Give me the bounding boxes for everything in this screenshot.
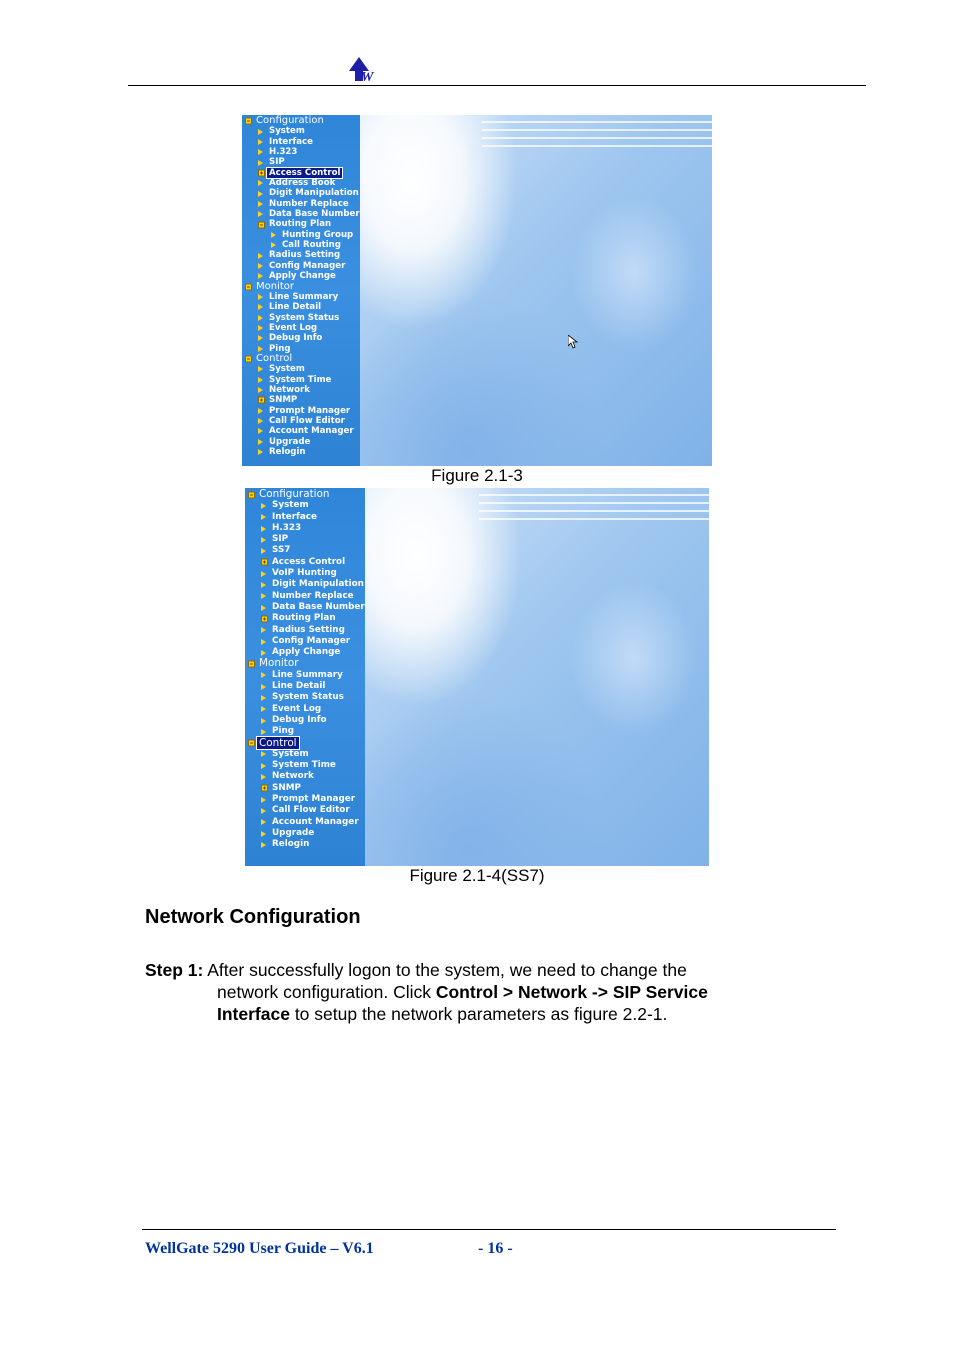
menu-item-label: Number Replace — [272, 590, 354, 601]
arrow-right-icon — [261, 763, 266, 769]
header-rule — [128, 85, 866, 86]
menu-item-label: Prompt Manager — [269, 405, 351, 416]
menu-item-label: System — [269, 126, 305, 137]
menu-item-label: Apply Change — [269, 271, 336, 282]
menu-item-label: Monitor — [256, 280, 295, 292]
menu-item-label: Debug Info — [269, 333, 323, 344]
arrow-right-icon — [261, 751, 266, 757]
expand-icon — [261, 785, 268, 792]
arrow-right-icon — [258, 366, 263, 372]
menu-item-event-log[interactable] — [242, 323, 360, 333]
menu-item-label: Call Flow Editor — [272, 805, 350, 816]
arrow-right-icon — [258, 418, 263, 424]
arrow-right-icon — [258, 253, 263, 259]
menu-item-config-manager[interactable] — [245, 636, 365, 647]
menu-item-system[interactable] — [242, 364, 360, 374]
menu-item-label: Control — [259, 736, 297, 749]
content-background — [360, 115, 712, 466]
menu-item-label: System — [269, 364, 305, 375]
arrow-right-icon — [258, 201, 263, 207]
arrow-right-icon — [258, 211, 263, 217]
menu-item-label: SIP — [269, 157, 285, 168]
menu-item-data-base-number[interactable] — [245, 602, 365, 613]
menu-item-label: Routing Plan — [272, 613, 336, 624]
mouse-cursor-icon — [568, 335, 578, 349]
arrow-right-icon — [258, 346, 263, 352]
menu-item-label: Number Replace — [269, 198, 349, 209]
arrow-right-icon — [261, 593, 266, 599]
figure-caption: Figure 2.1-4(SS7) — [409, 866, 545, 885]
arrow-right-icon — [261, 831, 266, 837]
arrow-right-icon — [258, 315, 263, 321]
arrow-right-icon — [261, 537, 266, 543]
menu-item-label: SS7 — [272, 545, 291, 556]
menu-item-label: Relogin — [269, 447, 306, 457]
arrow-right-icon — [261, 808, 266, 814]
menu-item-network[interactable] — [242, 385, 360, 395]
menu-item-label: Ping — [269, 343, 291, 354]
menu-item-line-summary[interactable] — [245, 670, 365, 681]
menu-item-number-replace[interactable] — [242, 199, 360, 209]
arrow-right-icon — [261, 672, 266, 678]
step-bold-path: Control > Network -> SIP Service — [435, 982, 708, 1002]
menu-item-label: Monitor — [259, 657, 299, 670]
menu-item-label: Config Manager — [272, 635, 351, 646]
step-text: to setup the network parameters as figure 2.2-1. — [289, 1004, 668, 1024]
arrow-right-icon — [261, 514, 266, 520]
menu-item-label: Interface — [269, 136, 313, 147]
footer-title: WellGate 5290 User Guide – V6.1 — [145, 1240, 374, 1257]
step-bold-path: Interface — [217, 1004, 290, 1024]
menu-item-prompt-manager[interactable] — [245, 794, 365, 805]
menu-item-control[interactable] — [242, 354, 360, 364]
menu-item-label: Data Base Number — [272, 601, 365, 612]
step-text: network configuration. Click — [217, 982, 436, 1002]
step-text: After successfully logon to the system, we need to change the — [203, 960, 687, 980]
arrow-right-icon — [261, 571, 266, 577]
menu-item-label: Line Detail — [269, 302, 322, 313]
arrow-right-icon — [261, 526, 266, 532]
menu-item-line-summary[interactable] — [242, 292, 360, 302]
arrow-right-icon — [258, 449, 263, 455]
menu-item-line-detail[interactable] — [245, 681, 365, 692]
figure-2-1-3-screenshot — [242, 115, 712, 466]
arrow-right-icon — [258, 387, 263, 393]
menu-item-call-routing[interactable] — [242, 240, 360, 250]
arrow-right-icon — [261, 706, 266, 712]
menu-item-hunting-group[interactable] — [242, 230, 360, 240]
menu-item-h-323[interactable] — [242, 147, 360, 157]
arrow-right-icon — [261, 627, 266, 633]
arrow-right-icon — [261, 548, 266, 554]
menu-item-label: Ping — [272, 726, 295, 737]
background-stripes — [479, 494, 709, 524]
arrow-right-icon — [261, 695, 266, 701]
menu-item-label: SNMP — [272, 782, 301, 793]
collapse-icon — [245, 356, 252, 363]
menu-item-label: Config Manager — [269, 260, 346, 271]
menu-item-relogin[interactable] — [245, 839, 365, 850]
menu-item-label: System Status — [269, 312, 340, 323]
menu-item-number-replace[interactable] — [245, 591, 365, 602]
menu-item-line-detail[interactable] — [242, 302, 360, 312]
arrow-right-icon — [261, 842, 266, 848]
expand-icon — [258, 397, 265, 404]
arrow-right-icon — [258, 191, 263, 197]
menu-item-data-base-number[interactable] — [242, 209, 360, 219]
menu-item-h-323[interactable] — [245, 523, 365, 534]
svg-text:W: W — [361, 70, 374, 83]
menu-item-sip[interactable] — [245, 534, 365, 545]
menu-item-label: Network — [269, 384, 310, 395]
menu-item-label: Event Log — [272, 703, 322, 714]
nav-menu — [245, 488, 365, 866]
menu-item-label: Debug Info — [272, 714, 327, 725]
expand-icon — [258, 169, 265, 176]
arrow-right-icon — [261, 729, 266, 735]
menu-item-label: VoIP Hunting — [272, 568, 337, 579]
menu-item-label: Account Manager — [269, 426, 354, 437]
arrow-right-icon — [258, 139, 263, 145]
arrow-right-icon — [258, 377, 263, 383]
menu-item-debug-info[interactable] — [245, 715, 365, 726]
menu-item-label: H.323 — [269, 147, 298, 158]
menu-item-system-time[interactable] — [242, 375, 360, 385]
background-stripes — [482, 121, 712, 151]
page-number: - 16 - — [478, 1240, 513, 1257]
menu-item-label: Routing Plan — [269, 219, 332, 230]
menu-item-label: Relogin — [272, 839, 310, 850]
collapse-icon — [258, 221, 265, 228]
menu-item-system[interactable] — [242, 126, 360, 136]
menu-item-label: Call Routing — [282, 240, 341, 251]
arrow-right-icon — [258, 273, 263, 279]
menu-item-monitor[interactable] — [242, 282, 360, 292]
arrow-right-icon — [261, 684, 266, 690]
expand-icon — [261, 559, 268, 566]
arrow-right-icon — [258, 129, 263, 135]
menu-item-label: SIP — [272, 534, 289, 545]
menu-item-label: Radius Setting — [272, 624, 345, 635]
menu-item-sip[interactable] — [242, 157, 360, 167]
menu-item-label: Line Summary — [269, 291, 339, 302]
menu-item-ping[interactable] — [245, 726, 365, 737]
arrow-right-icon — [258, 263, 263, 269]
menu-item-interface[interactable] — [242, 137, 360, 147]
menu-item-label: Digit Manipulation — [269, 188, 359, 199]
expand-icon — [261, 615, 268, 622]
arrow-right-icon — [258, 160, 263, 166]
menu-item-label: Address Book — [269, 178, 336, 189]
menu-item-account-manager[interactable] — [245, 817, 365, 828]
menu-item-label: Radius Setting — [269, 250, 341, 261]
arrow-right-icon — [258, 439, 263, 445]
arrow-right-icon — [258, 408, 263, 414]
arrow-right-icon — [271, 242, 276, 248]
menu-item-radius-setting[interactable] — [242, 250, 360, 260]
menu-item-label: Digit Manipulation — [272, 579, 364, 590]
menu-item-snmp[interactable] — [242, 395, 360, 405]
menu-item-system[interactable] — [245, 749, 365, 760]
step-paragraph — [145, 959, 785, 1025]
arrow-right-icon — [271, 232, 276, 238]
menu-item-voip-hunting[interactable] — [245, 568, 365, 579]
menu-item-label: Interface — [272, 511, 317, 522]
menu-item-upgrade[interactable] — [242, 437, 360, 447]
menu-item-label: System — [272, 748, 309, 759]
menu-item-interface[interactable] — [245, 512, 365, 523]
step-label: Step 1: — [145, 960, 204, 980]
company-arrow-logo-icon — [347, 55, 381, 83]
menu-item-monitor[interactable] — [245, 658, 365, 669]
menu-item-system[interactable] — [245, 500, 365, 511]
menu-item-label: SNMP — [269, 395, 298, 406]
arrow-right-icon — [258, 149, 263, 155]
arrow-right-icon — [261, 605, 266, 611]
arrow-right-icon — [261, 819, 266, 825]
menu-item-radius-setting[interactable] — [245, 625, 365, 636]
arrow-right-icon — [261, 774, 266, 780]
menu-item-system-status[interactable] — [245, 692, 365, 703]
menu-item-routing-plan[interactable] — [245, 613, 365, 624]
arrow-right-icon — [258, 335, 263, 341]
arrow-right-icon — [261, 582, 266, 588]
menu-item-prompt-manager[interactable] — [242, 406, 360, 416]
arrow-right-icon — [261, 650, 266, 656]
menu-item-label: Configuration — [256, 115, 324, 126]
menu-item-digit-manipulation[interactable] — [242, 188, 360, 198]
arrow-right-icon — [261, 503, 266, 509]
collapse-icon — [248, 491, 255, 498]
footer-rule — [142, 1229, 836, 1230]
menu-item-label: Access Control — [272, 556, 346, 567]
menu-item-label: Line Summary — [272, 669, 343, 680]
arrow-right-icon — [258, 180, 263, 186]
nav-menu — [242, 115, 360, 466]
menu-item-account-manager[interactable] — [242, 426, 360, 436]
menu-item-system-status[interactable] — [242, 313, 360, 323]
menu-item-control[interactable] — [245, 738, 365, 749]
menu-item-label: Account Manager — [272, 816, 359, 827]
menu-item-system-time[interactable] — [245, 760, 365, 771]
arrow-right-icon — [261, 639, 266, 645]
figure-caption: Figure 2.1-3 — [431, 466, 523, 485]
menu-item-label: Event Log — [269, 322, 318, 333]
menu-item-label: Hunting Group — [282, 229, 354, 240]
menu-item-configuration[interactable] — [242, 116, 360, 126]
menu-item-label: System — [272, 500, 309, 511]
menu-item-digit-manipulation[interactable] — [245, 579, 365, 590]
menu-item-label: Control — [256, 352, 293, 364]
menu-item-ss7[interactable] — [245, 545, 365, 556]
menu-item-label: Apply Change — [272, 647, 341, 658]
menu-item-debug-info[interactable] — [242, 333, 360, 343]
section-title: Network Configuration — [145, 906, 361, 928]
menu-item-upgrade[interactable] — [245, 828, 365, 839]
menu-item-label: Network — [272, 771, 314, 782]
menu-item-label: H.323 — [272, 522, 302, 533]
collapse-icon — [248, 661, 255, 668]
menu-item-access-control[interactable] — [245, 557, 365, 568]
menu-item-call-flow-editor[interactable] — [242, 416, 360, 426]
menu-item-label: Line Detail — [272, 681, 326, 692]
menu-item-label: Data Base Number — [269, 209, 360, 220]
arrow-right-icon — [261, 797, 266, 803]
arrow-right-icon — [258, 325, 263, 331]
menu-item-address-book[interactable] — [242, 178, 360, 188]
menu-item-configuration[interactable] — [245, 489, 365, 500]
arrow-right-icon — [258, 294, 263, 300]
menu-item-label: Call Flow Editor — [269, 415, 345, 426]
collapse-icon — [245, 283, 252, 290]
menu-item-call-flow-editor[interactable] — [245, 805, 365, 816]
menu-item-label: Upgrade — [272, 827, 315, 838]
menu-item-snmp[interactable] — [245, 783, 365, 794]
menu-item-label: System Status — [272, 692, 344, 703]
menu-item-routing-plan[interactable] — [242, 219, 360, 229]
collapse-icon — [245, 118, 252, 125]
menu-item-label: Access Control — [269, 167, 341, 178]
menu-item-network[interactable] — [245, 771, 365, 782]
arrow-right-icon — [261, 718, 266, 724]
menu-item-access-control[interactable] — [242, 168, 360, 178]
menu-item-event-log[interactable] — [245, 704, 365, 715]
menu-item-label: System Time — [272, 760, 336, 771]
figure-2-1-4-screenshot — [245, 488, 709, 866]
menu-item-label: Configuration — [259, 488, 330, 500]
collapse-icon — [248, 740, 255, 747]
menu-item-label: Prompt Manager — [272, 794, 356, 805]
content-background — [365, 488, 709, 866]
menu-item-label: Upgrade — [269, 436, 311, 447]
menu-item-config-manager[interactable] — [242, 261, 360, 271]
menu-item-label: System Time — [269, 374, 332, 385]
menu-item-relogin[interactable] — [242, 447, 360, 457]
arrow-right-icon — [258, 304, 263, 310]
arrow-right-icon — [258, 428, 263, 434]
